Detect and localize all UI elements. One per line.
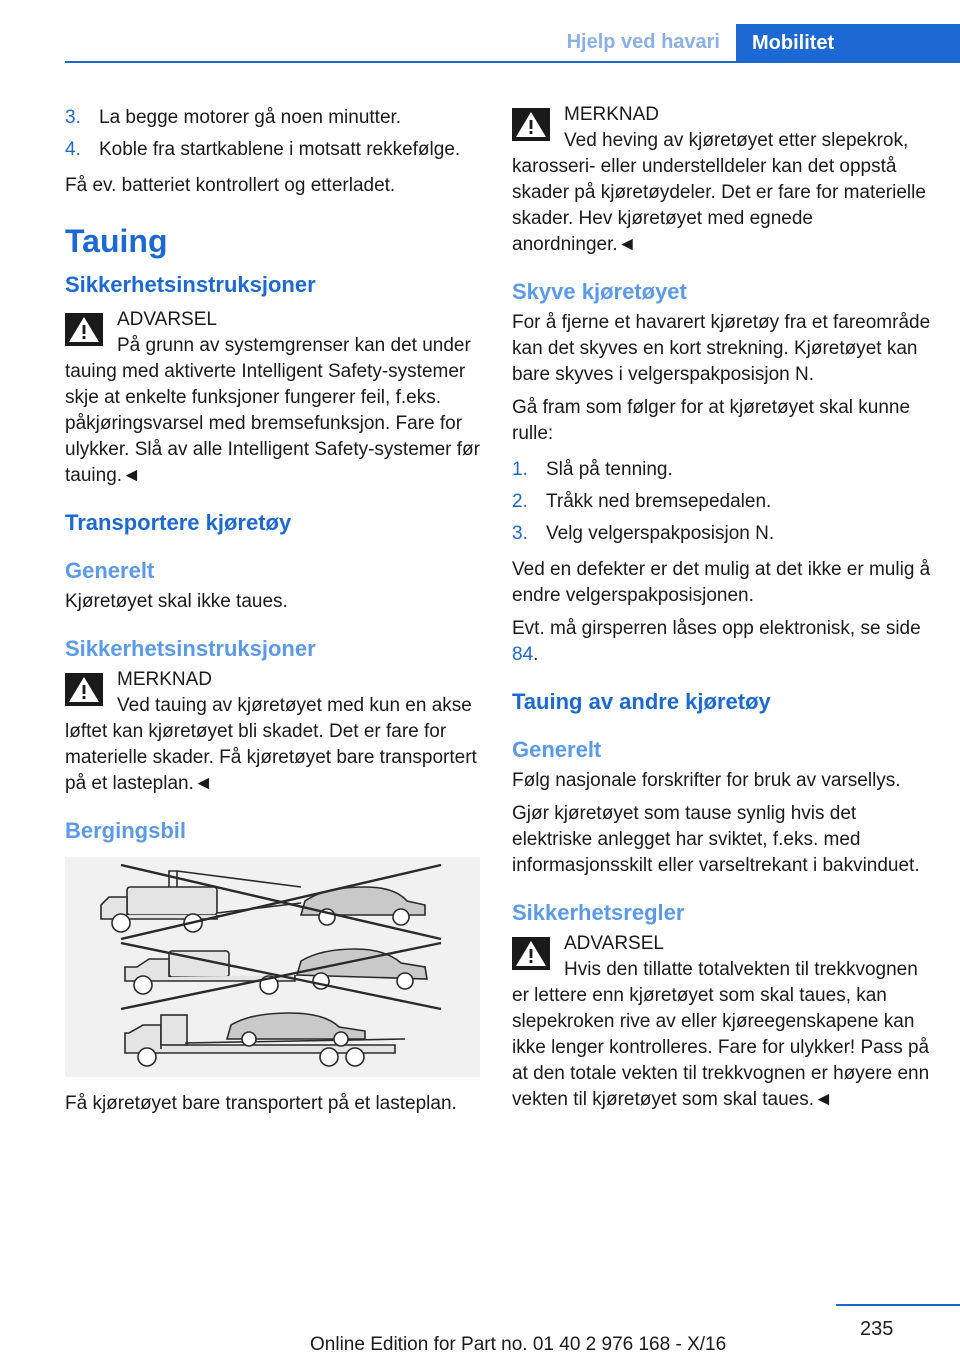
safety-subheading: Sikkerhetsinstruksjoner (65, 636, 316, 661)
list-text: Tråkk ned bremsepedalen. (546, 491, 772, 512)
notice-text: Ved heving av kjøretøyet etter slepekrok, karosseri- eller understelldeler kan det oppstå skader på kjøretøydeler. Det er fare for materielle skader. Hev kjøretøyet med egnede anordninger.◄ (512, 130, 926, 255)
tow-other-heading: Tauing av andre kjøretøy (512, 689, 771, 714)
notice-text: Ved tauing av kjøretøyet med kun en akse løftet kan kjøretøyet bli skadet. Det er fare for materielle skader. Få kjøretøyet bare transportert på et lasteplan.◄ (65, 695, 477, 794)
notice-box (512, 102, 932, 258)
header-rule (65, 61, 960, 63)
push-text-2: Gå fram som følger for at kjøretøyet skal kunne rulle: (512, 397, 911, 444)
warning-triangle-icon (512, 108, 550, 141)
list-item (512, 454, 932, 486)
tow-truck-heading: Bergingsbil (65, 818, 187, 843)
battery-paragraph: Få ev. batteriet kontrollert og etterladet. (65, 175, 396, 196)
general-text: Kjøretøyet skal ikke taues. (65, 591, 288, 612)
general-text-2: Gjør kjøretøyet som tause synlig hvis det elektriske anlegget har sviktet, f.eks. med informasjonsskilt eller varseltrekant i bakvinduet. (512, 803, 920, 876)
transport-heading: Transportere kjøretøy (65, 510, 292, 535)
warning-title: ADVARSEL (564, 933, 664, 954)
left-column (65, 102, 485, 1124)
notice-box (65, 667, 485, 797)
list-item (512, 518, 932, 550)
notice-title: MERKNAD (117, 669, 213, 690)
gear-lock-text (512, 616, 932, 668)
rules-heading: Sikkerhetsregler (512, 900, 685, 925)
list-text: La begge motorer gå noen minutter. (99, 107, 402, 128)
list-text: Slå på tenning. (546, 459, 673, 480)
section-title: Tauing (65, 223, 168, 259)
tow-truck-1-icon (101, 871, 301, 932)
list-number: 4. (65, 139, 81, 160)
safety-heading: Sikkerhetsinstruksjoner (65, 272, 316, 297)
warning-title: ADVARSEL (117, 309, 217, 330)
page-number: 235 (860, 1318, 894, 1340)
warning-box (512, 931, 932, 1113)
gear-lock-text-b: . (533, 644, 539, 665)
warning-text: På grunn av systemgrenser kan det under tauing med aktiverte Intelligent Safety-systemer skje at enkelte funksjoner fungerer feil, f.eks. påkjøringsvarsel med bremsefunksjon. Fare for ulykker. Slå av alle Intelligent Safety-systemer før tauing.◄ (65, 335, 480, 486)
warning-triangle-icon (512, 937, 550, 970)
general-text: Følg nasjonale forskrifter for bruk av varsellys. (512, 770, 901, 791)
warning-triangle-icon (65, 673, 103, 706)
list-text: Velg velgerspakposisjon N. (546, 523, 775, 544)
right-column (512, 102, 932, 1120)
list-number: 3. (512, 523, 528, 544)
list-number: 3. (65, 107, 81, 128)
list-number: 2. (512, 491, 528, 512)
list-number: 1. (512, 459, 528, 480)
notice-title: MERKNAD (564, 104, 660, 125)
page-link[interactable]: 84 (512, 644, 534, 665)
footer-rule (836, 1304, 960, 1306)
gear-lock-text-a: Evt. må girsperren låses opp elektronisk, se side (512, 618, 921, 639)
list-item (65, 102, 485, 134)
warning-text: Hvis den tillatte totalvekten til trekkvognen er lettere enn kjøretøyet som skal taues, kan slepekroken rive av eller kjøreegenskapene kan ikke lenger kontrolleres. Fare for ulykker! Pass på at den totale vekten til trekkvognen er høyere enn vekten til kjøretøyet som skal taues.◄ (512, 959, 930, 1110)
header-tab-active[interactable]: Mobilitet (736, 24, 960, 63)
push-heading: Skyve kjøretøyet (512, 279, 687, 304)
defect-text: Ved en defekter er det mulig at det ikke er mulig å endre velgerspakposisjonen. (512, 559, 931, 606)
figure-caption: Få kjøretøyet bare transportert på et lasteplan. (65, 1093, 457, 1114)
header-tab-previous[interactable]: Hjelp ved havari (566, 31, 720, 53)
warning-triangle-icon (65, 313, 103, 346)
edition-footer: Online Edition for Part no. 01 40 2 976 168 - X/16 (310, 1334, 727, 1355)
push-steps (512, 454, 932, 550)
general-heading: Generelt (65, 558, 155, 583)
tow-truck-illustration (65, 857, 480, 1077)
push-text: For å fjerne et havarert kjøretøy fra et fareområde kan det skyves en kort strekning. Kjøretøyet kan bare skyves i velgerspakposisjon N. (512, 312, 931, 385)
step-list-continued (65, 102, 485, 166)
list-text: Koble fra startkablene i motsatt rekkefølge. (99, 139, 461, 160)
list-item (65, 134, 485, 166)
warning-box (65, 307, 485, 489)
list-item (512, 486, 932, 518)
general-heading: Generelt (512, 737, 602, 762)
